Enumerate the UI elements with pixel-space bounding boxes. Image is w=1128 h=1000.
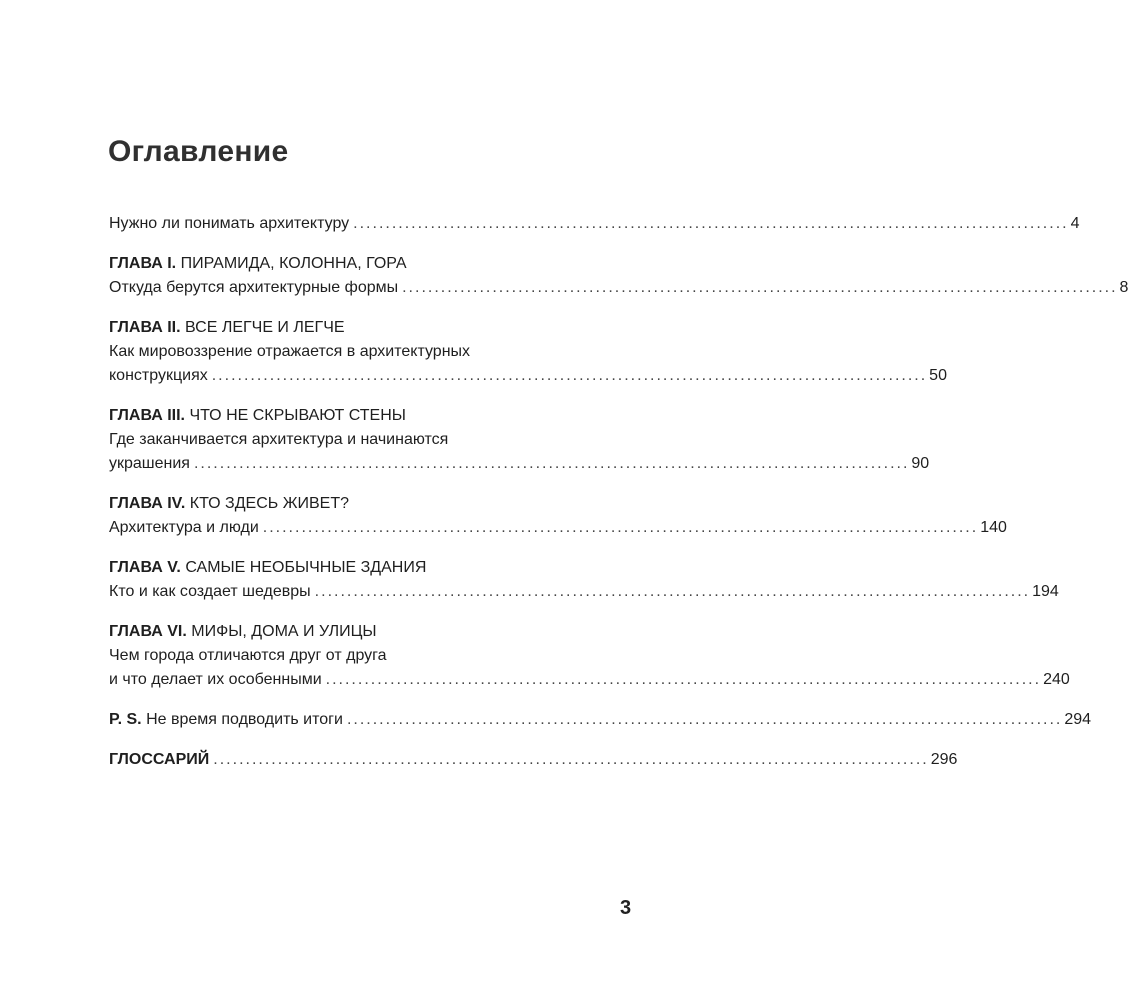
chapter-label: ГЛАВА III. (109, 407, 185, 424)
dot-leader: ............................................................................................................... (402, 279, 1118, 296)
toc-entry-page: 194 (1032, 583, 1059, 600)
chapter-subtitle: Где заканчивается архитектура и начинаются (109, 431, 449, 448)
chapter-subtitle: конструкциях (109, 367, 208, 384)
page-title: Оглавление (108, 135, 289, 168)
table-of-contents (109, 212, 1128, 772)
chapter-label: ГЛАВА I. (109, 255, 177, 272)
chapter-heading (109, 556, 557, 580)
toc-entry-page: 240 (1043, 671, 1070, 688)
chapter-subtitle: Откуда берутся архитектурные формы (109, 279, 399, 296)
chapter-label: ГЛАВА II. (109, 319, 181, 336)
chapter-title: КТО ЗДЕСЬ ЖИВЕТ? (189, 495, 349, 512)
chapter-subtitle-line (109, 452, 930, 476)
chapter-subtitle: и что делает их особенными (109, 671, 322, 688)
toc-entry-page: 50 (929, 367, 947, 384)
chapter-heading (109, 316, 557, 340)
chapter-heading (109, 620, 557, 644)
chapter-subtitle: Как мировоззрение отражается в архитектурных (109, 343, 471, 360)
chapter-title: ПИРАМИДА, КОЛОННА, ГОРА (180, 255, 407, 272)
chapter-subtitle-line (109, 580, 1059, 604)
dot-leader: ............................................................................................................... (353, 215, 1069, 232)
ps-title: Не время подводить итоги (146, 711, 343, 728)
toc-entry-page: 8 (1119, 279, 1128, 296)
chapter-subtitle-line (109, 516, 1007, 540)
chapter-heading (109, 252, 557, 276)
chapter-label: ГЛАВА VI. (109, 623, 187, 640)
chapter-title: ВСЕ ЛЕГЧЕ И ЛЕГЧЕ (185, 319, 345, 336)
glossary-title: ГЛОССАРИЙ (109, 751, 210, 768)
toc-chapter[interactable] (109, 620, 1070, 692)
dot-leader: ............................................................................................................... (211, 367, 928, 384)
toc-entry-title (109, 708, 343, 732)
toc-entry-page: 140 (980, 519, 1007, 536)
dot-leader: ............................................................................................................... (213, 751, 929, 768)
toc-entry-page: 90 (911, 455, 930, 472)
dot-leader: ............................................................................................................... (314, 583, 1031, 600)
dot-leader: ............................................................................................................... (325, 671, 1042, 688)
chapter-title: САМЫЕ НЕОБЫЧНЫЕ ЗДАНИЯ (185, 559, 427, 576)
chapter-subtitle: Архитектура и люди (109, 519, 259, 536)
toc-entry-title: Нужно ли понимать архитектуру (109, 215, 350, 232)
chapter-label: ГЛАВА V. (109, 559, 181, 576)
chapter-subtitle-line (109, 364, 947, 388)
toc-chapter[interactable] (109, 556, 1059, 604)
dot-leader: ............................................................................................................... (262, 519, 979, 536)
chapter-label: ГЛАВА IV. (109, 495, 186, 512)
chapter-title: МИФЫ, ДОМА И УЛИЦЫ (191, 623, 377, 640)
chapter-subtitle: украшения (109, 455, 190, 472)
toc-chapter[interactable] (109, 252, 1128, 300)
toc-entry-glossary[interactable] (109, 748, 958, 772)
toc-entry-ps[interactable] (109, 708, 1092, 732)
toc-entry-page: 296 (930, 751, 958, 768)
chapter-title: ЧТО НЕ СКРЫВАЮТ СТЕНЫ (189, 407, 406, 424)
toc-entry-page: 4 (1070, 215, 1080, 232)
chapter-subtitle: Чем города отличаются друг от друга (109, 647, 387, 664)
chapter-heading (109, 492, 557, 516)
chapter-heading (109, 404, 557, 428)
page-number: 3 (620, 897, 632, 919)
dot-leader: ............................................................................................................... (346, 711, 1063, 728)
toc-entry-page: 294 (1064, 711, 1092, 728)
chapter-subtitle: Кто и как создает шедевры (109, 583, 311, 600)
chapter-subtitle-line (109, 668, 1070, 692)
toc-entry-intro[interactable] (109, 212, 1080, 236)
toc-chapter[interactable] (109, 492, 1007, 540)
toc-chapter[interactable] (109, 404, 930, 476)
toc-chapter[interactable] (109, 316, 947, 388)
chapter-subtitle-line (109, 276, 1128, 300)
dot-leader: ............................................................................................................... (193, 455, 910, 472)
ps-label: P. S. (109, 711, 142, 728)
